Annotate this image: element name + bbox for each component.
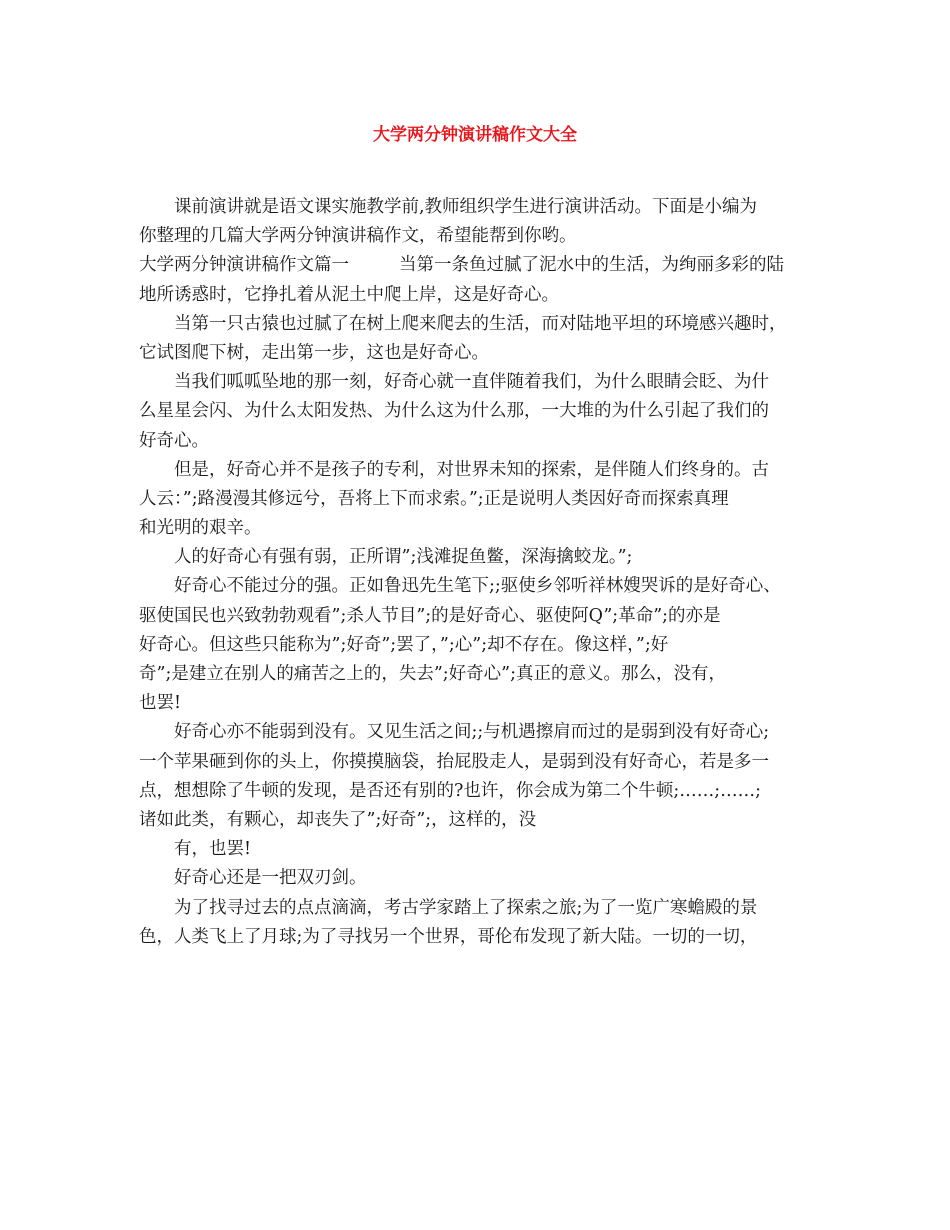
text-line: 好奇心还是一把双刃剑。 <box>174 868 367 889</box>
text-line: 诸如此类，有颗心，却丧失了”;好奇”;，这样的，没 <box>139 809 537 830</box>
text-line: 人的好奇心有强有弱，正所谓”;浅滩捉鱼鳖，深海擒蛟龙。”; <box>174 547 633 568</box>
text-line: 当我们呱呱坠地的那一刻，好奇心就一直伴随着我们，为什么眼睛会眨、为什 <box>174 372 769 393</box>
section-heading: 大学两分钟演讲稿作文篇一 <box>139 255 349 276</box>
document-body <box>139 193 815 952</box>
document-title: 大学两分钟演讲稿作文大全 <box>373 125 577 145</box>
text-line: 色，人类飞上了月球;为了寻找另一个世界，哥伦布发现了新大陆。一切的一切， <box>139 926 758 947</box>
text-line: 点，想想除了牛顿的发现，是否还有别的?也许，你会成为第二个牛顿;……;……; <box>139 780 762 801</box>
text-line: 一个苹果砸到你的头上，你摸摸脑袋，抬屁股走人，是弱到没有好奇心，若是多一 <box>139 751 769 772</box>
text-line: 奇”;是建立在别人的痛苦之上的，失去”;好奇心”;真正的意义。那么，没有， <box>139 664 727 684</box>
text-line: 地所诱惑时，它挣扎着从泥土中爬上岸，这是好奇心。 <box>139 284 559 305</box>
text-line: 好奇心。但这些只能称为”;好奇”;罢了，”;心”;却不存在。像这样，”;好 <box>139 634 669 655</box>
text-span: 当第一条鱼过腻了泥水中的生活，为绚丽多彩的陆 <box>399 255 784 276</box>
text-line: 它试图爬下树，走出第一步，这也是好奇心。 <box>139 342 489 363</box>
text-line: 驱使国民也兴致勃勃观看”;杀人节目”;的是好奇心、驱使阿Q”;革命”;的亦是 <box>139 605 721 626</box>
text-line: 好奇心。 <box>139 430 209 451</box>
text-line: 也罢! <box>139 693 182 714</box>
text-line: 当第一只古猿也过腻了在树上爬来爬去的生活，而对陆地平坦的环境感兴趣时， <box>174 313 787 334</box>
text-line: 好奇心亦不能弱到没有。又见生活之间;;与机遇擦肩而过的是弱到没有好奇心; <box>174 722 770 743</box>
text-line: 和光明的艰辛。 <box>139 518 262 539</box>
text-line: 但是，好奇心并不是孩子的专利，对世界未知的探索，是伴随人们终身的。古 <box>174 459 769 480</box>
text-line: 你整理的几篇大学两分钟演讲稿作文，希望能帮到你哟。 <box>139 226 577 247</box>
text-line: 课前演讲就是语文课实施教学前,教师组织学生进行演讲活动。下面是小编为 <box>174 197 758 217</box>
text-line <box>139 251 815 280</box>
text-line: 么星星会闪、为什么太阳发热、为什么这为什么那，一大堆的为什么引起了我们的 <box>139 401 769 422</box>
text-line: 好奇心不能过分的强。正如鲁迅先生笔下;;驱使乡邻听祥林嫂哭诉的是好奇心、 <box>174 576 781 597</box>
text-line: 有，也罢! <box>174 839 252 860</box>
text-line: 为了找寻过去的点点滴滴，考古学家踏上了探索之旅;为了一览广寒蟾殿的景 <box>174 897 758 918</box>
text-line: 人云：”;路漫漫其修远兮，吾将上下而求索。”;正是说明人类因好奇而探索真理 <box>139 488 729 509</box>
